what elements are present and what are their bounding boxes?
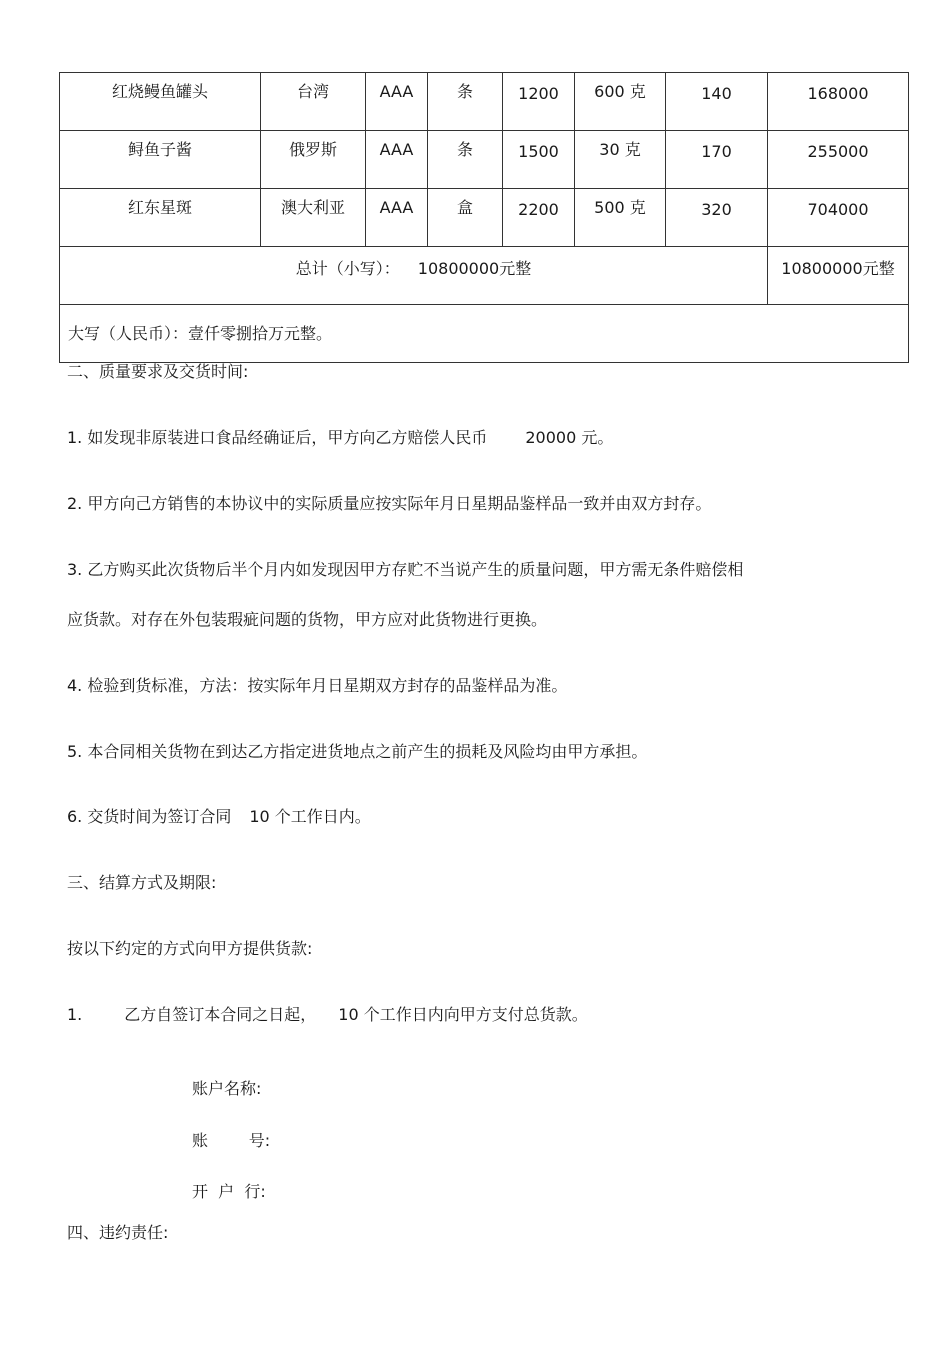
total-label: 总计（小写）： [295, 259, 400, 278]
section2-item4: 4. 检验到货标准，方法：按实际年月日星期双方封存的品鉴样品为准。 [67, 676, 568, 695]
product-spec: 30 克 [599, 140, 641, 159]
section2-item1: 1. 如发现非原装进口食品经确证后，甲方向乙方赔偿人民币 20000 元。 [67, 428, 614, 447]
total-value: 10800000元整 [417, 259, 532, 278]
total-value-right: 10800000元整 [781, 259, 895, 278]
table-row [60, 189, 909, 247]
section2-item2: 2. 甲方向己方销售的本协议中的实际质量应按实际年月日星期品鉴样品一致并由双方封存。 [67, 494, 712, 513]
product-qty: 1500 [518, 142, 559, 161]
product-unit: 盒 [456, 198, 473, 217]
product-amount: 255000 [807, 142, 869, 161]
product-name: 红烧鳗鱼罐头 [111, 82, 208, 101]
section3-intro: 按以下约定的方式向甲方提供货款: [67, 939, 313, 958]
product-spec: 600 克 [594, 82, 646, 101]
product-origin: 俄罗斯 [288, 140, 337, 159]
section2-heading: 二、质量要求及交货时间: [67, 362, 249, 381]
product-grade: AAA [379, 82, 414, 101]
product-amount: 704000 [807, 200, 869, 219]
daxie-row [60, 305, 909, 363]
daxie-amount: 大写（人民币）：壹仟零捌拾万元整。 [68, 324, 333, 343]
product-spec: 500 克 [594, 198, 646, 217]
product-price: 320 [701, 200, 732, 219]
table-row [60, 131, 909, 189]
goods-table [59, 72, 909, 363]
product-origin: 澳大利亚 [280, 198, 345, 217]
section2-item5: 5. 本合同相关货物在到达乙方指定进货地点之前产生的损耗及风险均由甲方承担。 [67, 742, 648, 761]
product-grade: AAA [379, 140, 414, 159]
total-row [60, 247, 909, 305]
product-unit: 条 [456, 82, 473, 101]
account-name-label: 账户名称: [192, 1079, 262, 1098]
table-row [60, 73, 909, 131]
product-qty: 2200 [518, 200, 559, 219]
product-price: 140 [701, 84, 732, 103]
section2-item3-line2: 应货款。对存在外包装瑕疵问题的货物，甲方应对此货物进行更换。 [67, 610, 548, 629]
product-price: 170 [701, 142, 732, 161]
section4-heading: 四、违约责任: [67, 1223, 169, 1242]
product-amount: 168000 [807, 84, 869, 103]
section3-heading: 三、结算方式及期限: [67, 873, 217, 892]
product-name: 红东星斑 [127, 198, 192, 217]
bank-label: 开 户 行: [192, 1182, 266, 1201]
product-grade: AAA [379, 198, 414, 217]
section2-item3-line1: 3. 乙方购买此次货物后半个月内如发现因甲方存贮不当说产生的质量问题，甲方需无条件赔偿相 [67, 560, 744, 579]
product-origin: 台湾 [296, 82, 329, 101]
account-number-label: 账 号: [192, 1131, 271, 1150]
product-name: 鲟鱼子酱 [127, 140, 192, 159]
section2-item6: 6. 交货时间为签订合同 10 个工作日内。 [67, 807, 371, 826]
product-unit: 条 [456, 140, 473, 159]
section3-item1: 1. 乙方自签订本合同之日起， 10 个工作日内向甲方支付总货款。 [67, 1005, 588, 1024]
product-qty: 1200 [518, 84, 559, 103]
